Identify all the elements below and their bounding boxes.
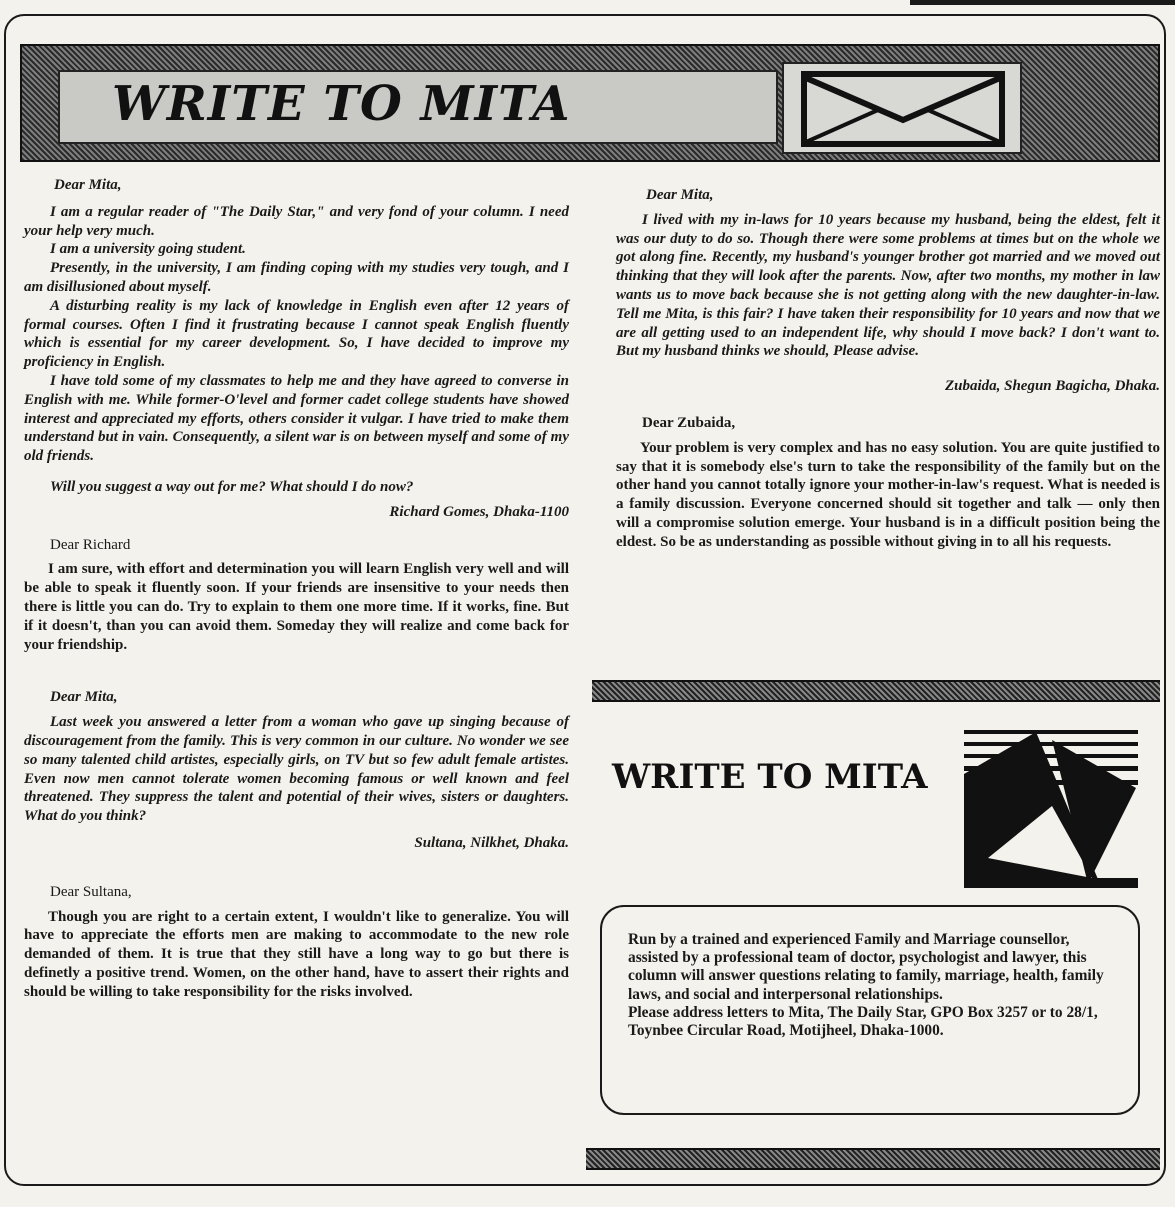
reply-salutation: Dear Richard	[50, 536, 131, 553]
reply-text: Your problem is very complex and has no easy solution. You are quite justified to say that it is somebody else's turn to take the responsibility of the family but on the other hand you cannot totally ignore your mother-in-law's request. What is needed is a family discussion. Everyone concerned should sit together and talk — only then will a compromise solution emerge. Your husband is in a difficult position being the eldest. So be as understanding as possible without giving in to all his requests.	[616, 439, 1160, 550]
letter-signature: Zubaida, Shegun Bagicha, Dhaka.	[944, 378, 1160, 395]
letter-question: Will you suggest a way out for me? What should I do now?	[50, 478, 414, 495]
info-address: Please address letters to Mita, The Daily Star, GPO Box 3257 or to 28/1, Toynbee Circular Road, Motijheel, Dhaka-1000.	[628, 1003, 1098, 1040]
reply-salutation: Dear Zubaida,	[642, 414, 736, 431]
page-title: WRITE TO MITA	[112, 76, 571, 132]
letter-text: Last week you answered a letter from a woman who gave up singing because of discouragement from the family. This is very common in our culture. No wonder we see so many talented child artistes, especially girls, on TV but so few adult female artistes. Even now men cannot tolerate women becoming famous or well known and feel threatened. They suppress the talent and potential of their wives, sisters or daughters. What do you think?	[24, 714, 569, 825]
top-rule	[910, 0, 1175, 5]
column-title: WRITE TO MITA	[612, 757, 928, 797]
envelope-panel	[782, 62, 1022, 154]
info-description: Run by a trained and experienced Family and Marriage counsellor, assisted by a professional team of doctor, psychologist and lawyer, this column will answer questions relating to family, marriage, health, family laws, and social and interpersonal relationships.	[628, 931, 1104, 1003]
letter-paragraph: I have told some of my classmates to help me and they have agreed to converse in English with me. While former-O'level and former cadet college students have showed interest and appreciated my efforts, others consider it vulgar. I have tried to make them understand but in vain. Consequently, a silent war is on between myself and some of my old friends.	[24, 372, 569, 465]
reply-salutation: Dear Sultana,	[50, 883, 132, 900]
right-column	[616, 186, 1160, 552]
letter-text: I lived with my in-laws for 10 years because my husband, being the eldest, felt it was our duty to do so. Though there were some problems at times but on the whole we got along fine. Recently, my husband's younger brother got married and we moved out thinking that they will look after the parents. Now, after two months, my mother in law wants us to move back because she is not getting along with the new daughter-in-law. Tell me Mita, is this fair? I have taken their responsibility for 10 years and now that we are all getting used to an independent life, why should I move back? I don't want to. But my husband thinks we should, Please advise.	[616, 211, 1160, 360]
left-column	[24, 176, 569, 1001]
sail-logo-icon	[960, 728, 1142, 892]
reply-text: I am sure, with effort and determination you will learn English very well and will be able to speak it fluently soon. If your friends are insensitive to your needs then there is little you can do. Try to explain to them one more time. If it works, fine. But if it doesn't, than you can avoid them. Someday they will realize and come back for your friendship.	[24, 561, 569, 653]
letter-signature: Richard Gomes, Dhaka-1100	[389, 503, 569, 520]
bottom-divider	[586, 1148, 1160, 1170]
letter-salutation: Dear Mita,	[646, 187, 714, 203]
letter-paragraph: A disturbing reality is my lack of knowledge in English even after 12 years of formal courses. Often I find it frustrating because I cannot speak English fluently which is essential for my career development. So, I have decided to improve my proficiency in English.	[24, 297, 569, 371]
letter-salutation: Dear Mita,	[54, 177, 122, 193]
section-divider	[592, 680, 1160, 702]
letter-paragraph: I am a university going student.	[50, 241, 246, 258]
letter-salutation: Dear Mita,	[50, 689, 118, 706]
letter-paragraph: Presently, in the university, I am finding coping with my studies very tough, and I am disillusioned about myself.	[24, 260, 569, 295]
letter-signature: Sultana, Nilkhet, Dhaka.	[414, 834, 569, 851]
reply-text: Though you are right to a certain extent, I wouldn't like to generalize. You will have to appreciate the efforts men are making to accommodate to the new role demanded of them. It is true that they still have a long way to go but there is definetly a positive trend. Women, on the other hand, have to assert their rights and should be willing to take responsibility for the risks involved.	[24, 908, 569, 1000]
envelope-icon	[800, 70, 1006, 148]
header-banner	[20, 44, 1160, 162]
info-box	[600, 905, 1140, 1115]
letter-paragraph: I am a regular reader of "The Daily Star," and very fond of your column. I need your help very much.	[24, 203, 569, 239]
banner-title-panel	[58, 70, 778, 144]
